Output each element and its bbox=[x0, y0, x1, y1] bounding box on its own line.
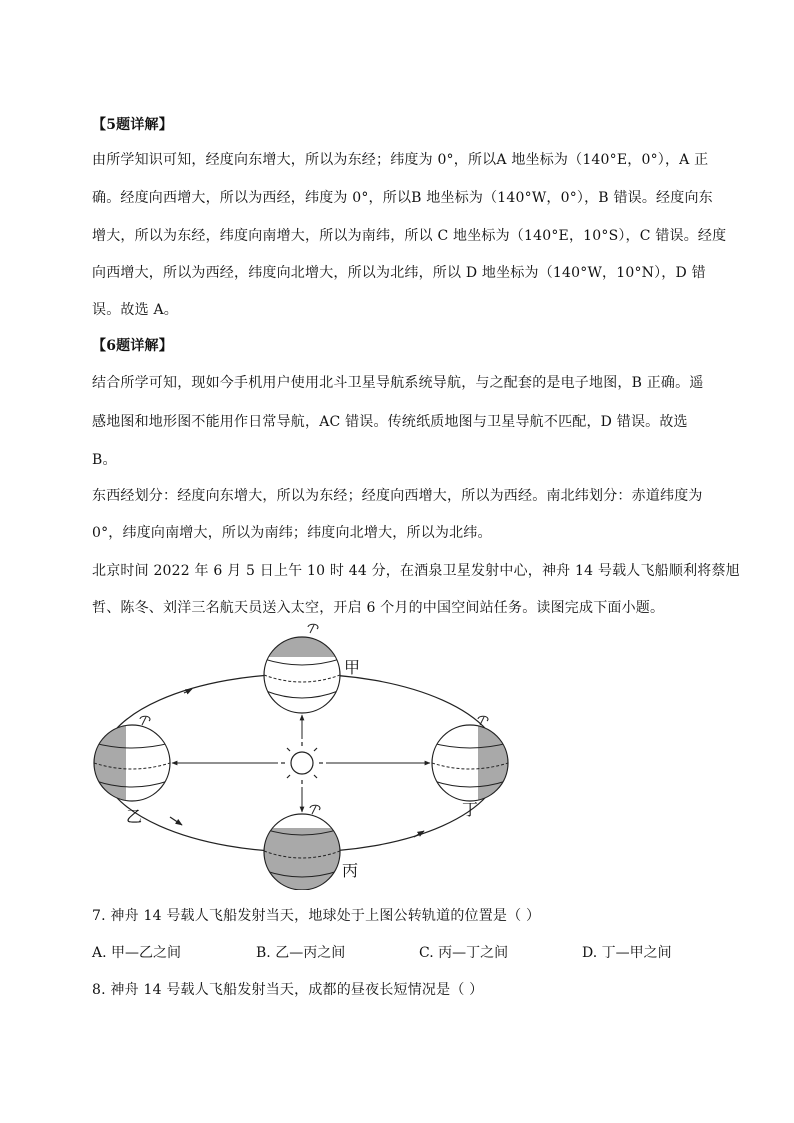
label-bing: 丙 bbox=[342, 861, 359, 880]
section-6-line-4: 东西经划分：经度向东增大，所以为东经；经度向西增大，所以为西经。南北纬划分：赤道纬度为 bbox=[92, 488, 703, 504]
earth-yi bbox=[90, 716, 170, 805]
section-6-header: 【6题详解】 bbox=[92, 338, 173, 354]
earth-ding bbox=[432, 716, 514, 805]
section-5-line-4: 向西增大，所以为西经，纬度向北增大，所以为北纬，所以 D 地坐标为（140°W，10°N），D 错 bbox=[92, 265, 706, 281]
section-5-line-3: 增大，所以为东经，纬度向南增大，所以为南纬，所以 C 地坐标为（140°E，10°S），C 错误。经度 bbox=[92, 228, 727, 244]
label-ding: 丁 bbox=[462, 800, 479, 819]
earth-orbit-diagram bbox=[80, 615, 520, 890]
intro-line-1: 北京时间 2022 年 6 月 5 日上午 10 时 44 分，在酒泉卫星发射中心，神舟 14 号载人飞船顺利将蔡旭 bbox=[92, 563, 740, 579]
section-5-line-5: 误。故选 A。 bbox=[92, 302, 178, 318]
earth-bing bbox=[260, 805, 344, 890]
section-5-line-2: 确。经度向西增大，所以为西经，纬度为 0°，所以B 地坐标为（140°W，0°），B 错误。经度向东 bbox=[92, 190, 713, 206]
earth-jia bbox=[260, 624, 344, 713]
sun-icon bbox=[281, 742, 323, 784]
question-8-stem: 8. 神舟 14 号载人飞船发射当天，成都的昼夜长短情况是（ ） bbox=[92, 982, 484, 998]
section-6-line-2: 感地图和地形图不能用作日常导航，AC 错误。传统纸质地图与卫星导航不匹配，D 错误。故选 bbox=[92, 414, 688, 430]
section-6-line-1: 结合所学可知，现如今手机用户使用北斗卫星导航系统导航，与之配套的是电子地图，B 正确。遥 bbox=[92, 375, 704, 391]
label-yi: 乙 bbox=[126, 807, 143, 826]
section-6-line-5: 0°，纬度向南增大，所以为南纬；纬度向北增大，所以为北纬。 bbox=[92, 525, 492, 541]
question-7-option-a[interactable]: A. 甲—乙之间 bbox=[92, 945, 182, 961]
label-jia: 甲 bbox=[344, 658, 361, 677]
orbit-arrow-icon bbox=[170, 817, 182, 825]
intro-line-2: 哲、陈冬、刘洋三名航天员送入太空，开启 6 个月的中国空间站任务。读图完成下面小题。 bbox=[92, 600, 665, 616]
question-7-stem: 7. 神舟 14 号载人飞船发射当天，地球处于上图公转轨道的位置是（ ） bbox=[92, 908, 541, 924]
question-7-option-d[interactable]: D. 丁—甲之间 bbox=[582, 945, 672, 961]
section-5-header: 【5题详解】 bbox=[92, 117, 173, 133]
question-7-option-b[interactable]: B. 乙—丙之间 bbox=[256, 945, 346, 961]
section-5-line-1: 由所学知识可知，经度向东增大，所以为东经；纬度为 0°，所以A 地坐标为（140°E，0°），A 正 bbox=[92, 152, 709, 168]
section-6-line-3: B。 bbox=[92, 452, 117, 468]
question-7-option-c[interactable]: C. 丙—丁之间 bbox=[419, 945, 509, 961]
